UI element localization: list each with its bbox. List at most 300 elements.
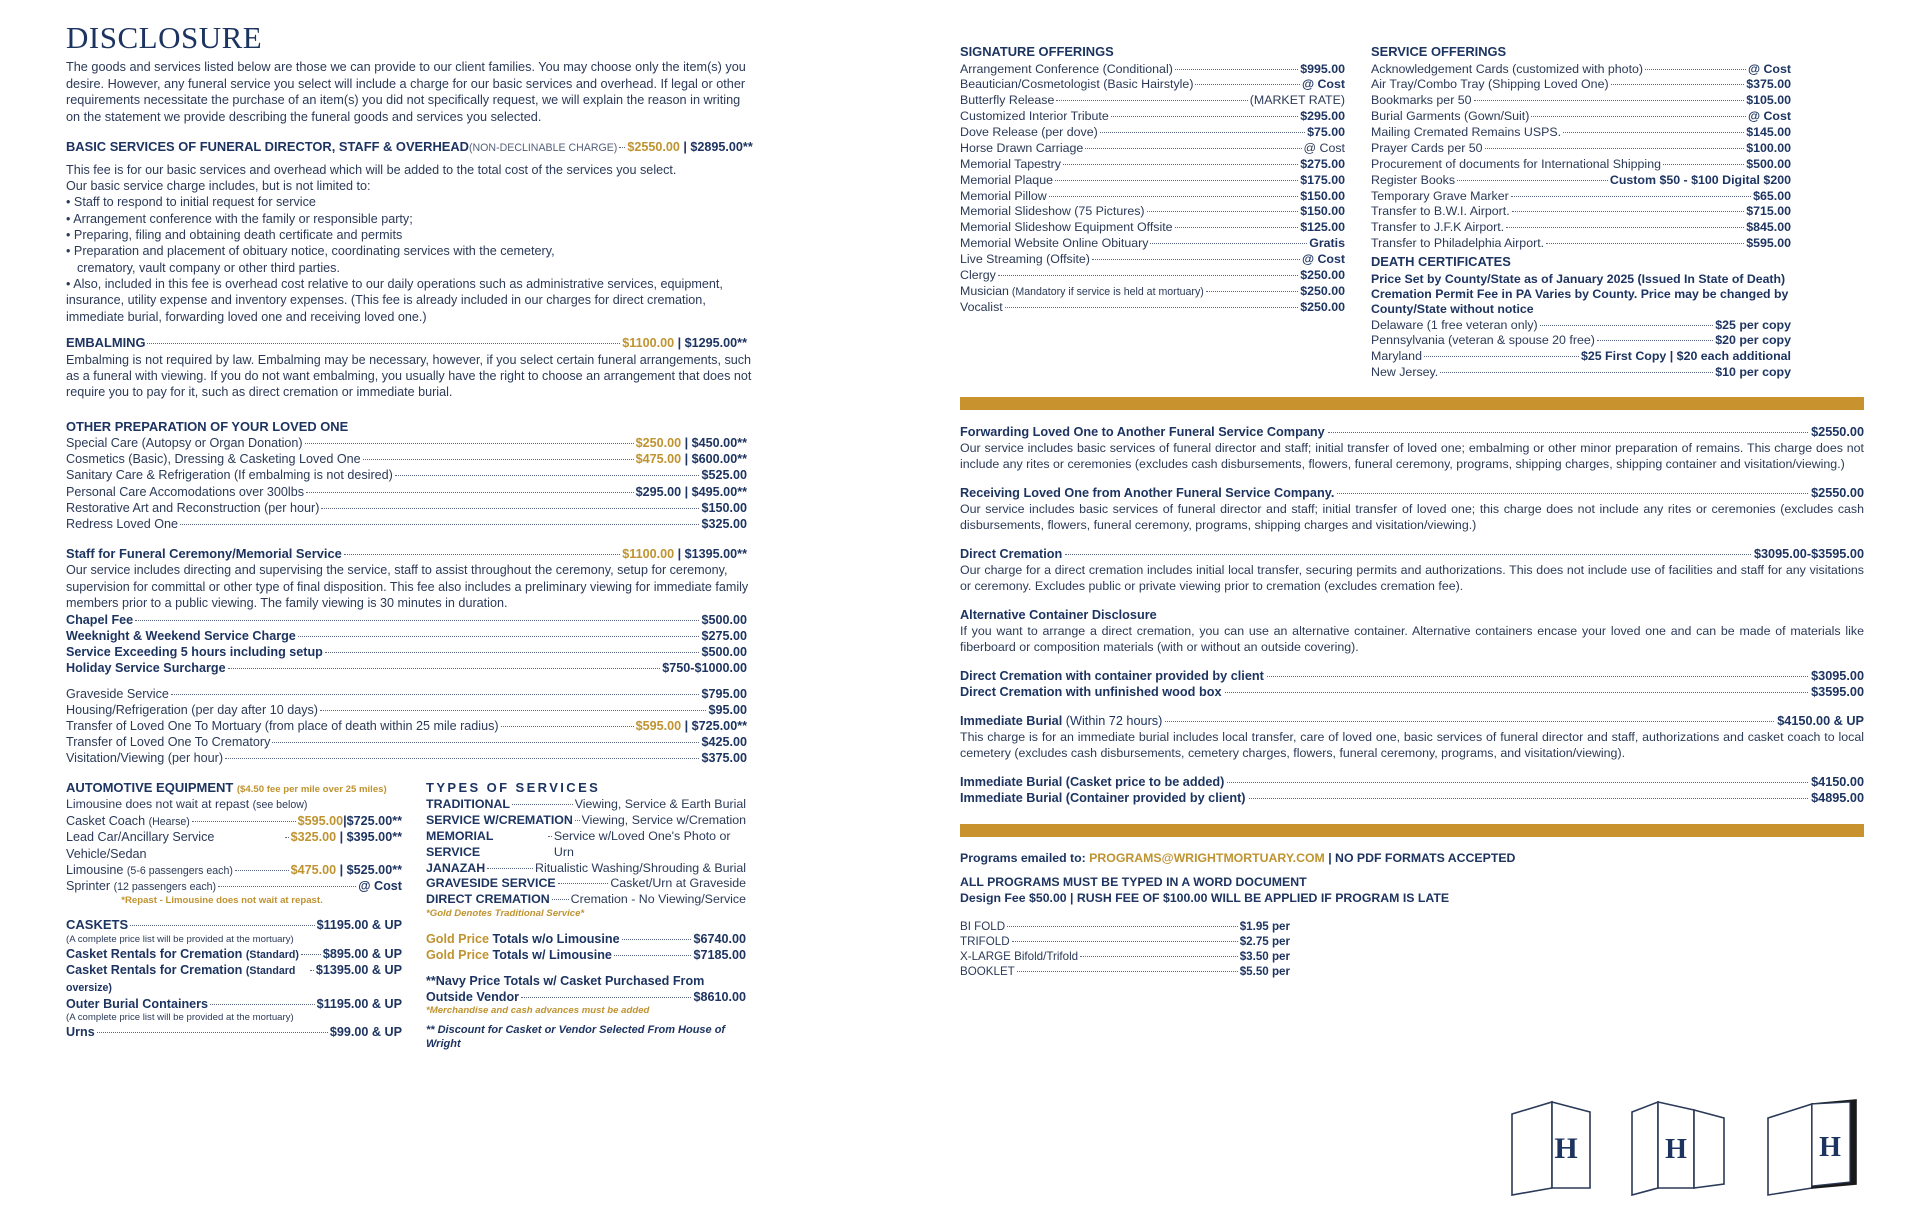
intro-paragraph: The goods and services listed below are those we can provide to our client families. You may choose only the item(s) you desire. However, any funeral service you select will include a charge for our basic services and overhead. If legal or other requirements necessitate the purchase of an item(s) you did not specifically request, we will explain the reason in writing on the statement we provide describing the funeral goods and services you selected. [66, 60, 746, 124]
table-row [66, 750, 747, 766]
item-label: Vocalist [960, 299, 1003, 314]
other-preparation-heading: OTHER PREPARATION OF YOUR LOVED ONE [66, 418, 349, 434]
item-label: Special Care (Autopsy or Organ Donation) [66, 436, 303, 451]
service-offerings-heading: SERVICE OFFERINGS [1371, 44, 1507, 59]
item-label: Casket Coach [66, 813, 146, 828]
item-price: $125.00 [1300, 220, 1345, 235]
item-price-navy: $795.00 [701, 686, 747, 701]
gold-price-label: Gold Price [426, 931, 489, 946]
item-label: Visitation/Viewing (per hour) [66, 751, 224, 766]
table-row [960, 684, 1864, 700]
item-price-gold: $325.00 [290, 830, 337, 845]
death-certificates-heading: DEATH CERTIFICATES [1371, 254, 1511, 270]
item-label: Housing/Refrigeration (per day after 10 days) [66, 703, 319, 718]
table-row [1371, 125, 1791, 141]
gold-divider-bottom [960, 824, 1864, 837]
table-row: Special Care (Autopsy or Organ Donation) $250.00 | $450.00** [66, 436, 747, 451]
programs-email-address[interactable]: PROGRAMS@WRIGHTMORTUARY.COM [1089, 851, 1325, 866]
item-label: X-LARGE Bifold/Trifold [960, 949, 1079, 963]
staff-price-gold: $1100.00 [622, 546, 675, 561]
staff-plain-items [66, 686, 930, 767]
item-price: $715.00 [1746, 204, 1791, 219]
service-name: JANAZAH [426, 860, 486, 875]
service-blocks [960, 424, 1864, 595]
table-row [960, 668, 1864, 684]
block-title-row [960, 485, 1864, 501]
item-label: BI FOLD [960, 920, 1006, 934]
page-title: DISCLOSURE [66, 20, 263, 55]
table-row [66, 734, 747, 750]
item-price: $995.00 [1300, 61, 1345, 76]
item-price-navy: $725.00** [691, 719, 747, 734]
footnote-gold: *Merchandise and cash advances must be added [426, 1004, 650, 1016]
totals-value: $7185.00 [693, 947, 746, 962]
item-label: Memorial Website Online Obituary [960, 236, 1149, 251]
item-label: Delaware (1 free veteran only) [1371, 317, 1538, 332]
signature-offerings-column [960, 44, 1345, 381]
table-row [960, 173, 1345, 189]
item-label: Mailing Cremated Remains USPS. [1371, 125, 1562, 140]
item-label: New Jersey. [1371, 365, 1439, 380]
navy-price-note-row [426, 989, 746, 1005]
item-label: Memorial Slideshow (75 Pictures) [960, 204, 1145, 219]
list-item [426, 813, 746, 829]
item-price: $105.00 [1746, 93, 1791, 108]
basic-services-note: (NON-DECLINABLE CHARGE) [469, 142, 618, 154]
table-row [960, 774, 1864, 790]
basic-services-price-navy: $2895.00** [690, 140, 753, 154]
table-row: Lead Car/Ancillary Service Vehicle/Sedan $325.00 | $395.00** [66, 830, 402, 861]
table-row [1371, 236, 1791, 252]
item-price: @ Cost [1303, 140, 1345, 155]
table-row [960, 125, 1345, 141]
automotive-subnote [66, 797, 402, 813]
item-price: $250.00 [1300, 283, 1345, 298]
table-row [1371, 349, 1791, 365]
list-item [426, 797, 746, 813]
block-title: Receiving Loved One from Another Funeral Service Company. [960, 486, 1335, 501]
table-row [960, 141, 1345, 157]
item-price-navy: $600.00** [691, 452, 747, 467]
service-desc: Casket/Urn at Graveside [610, 876, 746, 891]
item-price: Gratis [1309, 236, 1345, 251]
service-name: TRADITIONAL [426, 797, 510, 812]
item-price: $595.00 [1746, 236, 1791, 251]
staff-body: Our service includes directing and supervising the service, staff to assist throughout the ceremony, setup for ceremony, supervision for committal or other type of final disposition. This fee also includes a preliminary viewing for immediate family members prior to a public viewing. The family viewing is 30 minutes in duration. [66, 563, 749, 611]
item-label: Memorial Slideshow Equipment Offsite [960, 220, 1173, 235]
table-row [1371, 318, 1791, 334]
item-label: Register Books [1371, 172, 1456, 187]
caskets-heading: CASKETS [66, 916, 129, 932]
table-row [960, 284, 1345, 300]
item-label: Restorative Art and Reconstruction (per hour) [66, 500, 320, 515]
item-label: Customized Interior Tribute [960, 109, 1109, 124]
item-label: BOOKLET [960, 964, 1015, 978]
table-row [1371, 62, 1791, 78]
item-label: Live Streaming (Offsite) [960, 252, 1090, 267]
basic-services-body-1: This fee is for our basic services and overhead which will be added to the total cost of the services you select. [66, 162, 677, 177]
alt-container-title [960, 607, 1864, 623]
block-price: $2550.00 [1811, 486, 1864, 501]
urns-price: $99.00 & UP [329, 1024, 402, 1039]
types-of-services-column [426, 780, 746, 1051]
item-price-navy: @ Cost [358, 879, 402, 894]
item-price-navy: $150.00 [701, 500, 747, 515]
item-label: Memorial Tapestry [960, 156, 1061, 171]
alt-container-title-text: Alternative Container Disclosure [960, 608, 1157, 623]
item-price-navy: $375.00 [701, 751, 747, 766]
item-price: $2.75 per [1239, 935, 1290, 949]
table-row [960, 252, 1345, 268]
block-price: $3095.00-$3595.00 [1753, 547, 1864, 562]
item-price-gold: $250.00 [635, 436, 682, 451]
item-price: @ Cost [1301, 77, 1345, 92]
item-price-navy: $395.00** [346, 830, 402, 845]
item-label: Procurement of documents for International Shipping [1371, 156, 1661, 171]
caskets-note-2: (A complete price list will be provided at the mortuary) [66, 1011, 294, 1023]
item-price-navy: $725.00** [346, 813, 402, 828]
table-row [1371, 333, 1791, 349]
item-price: $150.00 [1300, 188, 1345, 203]
item-price: $75.00 [1307, 125, 1345, 140]
basic-services-price-gold: $2550.00 [627, 140, 680, 154]
table-row [1371, 173, 1791, 189]
item-price-navy: $425.00 [701, 735, 747, 750]
embalming-heading: EMBALMING [66, 335, 146, 351]
automotive-heading-note: ($4.50 fee per mile over 25 miles) [236, 784, 387, 796]
table-row [1371, 220, 1791, 236]
item-price: $845.00 [1746, 220, 1791, 235]
table-row [1371, 141, 1791, 157]
trifold-brochure-icon [1628, 1096, 1728, 1196]
block-body: Our charge for a direct cremation includes initial local transfer, securing permits and authorizations. This does not include use of facilities and staff for any visitations or ceremony. Excludes public or private viewing prior to cremation (excludes cremation fee). [960, 563, 1864, 594]
block-body: Our service includes basic services of funeral director and staff; initial transfer of loved one; this charge does not include any rites or ceremonies (excludes cash disbursements, flowers, funeral ceremony, programs, shipping charges and visitation/viewing.) [960, 502, 1864, 533]
item-label: Butterfly Release [960, 93, 1055, 108]
brochure-icons [1508, 1096, 1862, 1196]
programs-email-line [960, 851, 1864, 867]
item-price-navy: $495.00** [691, 484, 747, 499]
table-row [66, 702, 747, 718]
table-row: Transfer of Loved One To Mortuary (from place of death within 25 mile radius) $595.00 | $725.00** [66, 719, 747, 734]
signature-offerings-list [960, 62, 1345, 316]
svg-text:H: H [1554, 1132, 1578, 1165]
table-row [66, 500, 747, 516]
table-row [960, 790, 1864, 806]
item-price-navy: $750-$1000.00 [662, 660, 747, 675]
list-item [426, 861, 746, 877]
table-row [426, 931, 746, 947]
item-label: Sanitary Care & Refrigeration (If embalming is not desired) [66, 468, 393, 483]
table-row [960, 77, 1345, 93]
item-price-gold: $475.00 [290, 862, 337, 877]
table-row [1371, 365, 1791, 381]
item-price: @ Cost [1747, 109, 1791, 124]
service-desc: Cremation - No Viewing/Service [570, 892, 746, 907]
table-row [1371, 109, 1791, 125]
programs-footer [960, 851, 1864, 980]
table-row [960, 236, 1345, 252]
table-row [66, 1024, 402, 1040]
automotive-heading-row [66, 780, 402, 797]
table-row: Casket Coach (Hearse) $595.00 | $725.00** [66, 813, 402, 828]
service-name: GRAVESIDE SERVICE [426, 876, 556, 891]
list-item [426, 876, 746, 892]
item-label: Direct Cremation with unfinished wood box [960, 685, 1222, 700]
table-row [426, 947, 746, 963]
table-row [66, 686, 747, 702]
item-label: Transfer of Loved One To Crematory [66, 735, 271, 750]
basic-services-bullet-5: • Also, included in this fee is overhead cost relative to our daily operations such as administrative services, equipment, insurance, utility expense and inventory expenses. (This fee is already included in our charges for direct cremation, immediate burial, forwarding loved one and receiving loved one.) [66, 277, 723, 324]
immediate-burial-title: Immediate Burial [960, 713, 1063, 728]
list-item [426, 829, 746, 861]
automotive-subnote-text: Limousine does not wait at repast [66, 797, 250, 812]
block-body: Our service includes basic services of funeral director and staff; initial transfer of loved one; embalming or other minor preparation of remains. This charge does not include any rites or ceremonies (excludes cash disbursements, flowers, funeral ceremony, programs, shipping charges, shipping container and visitation/viewing.) [960, 441, 1864, 472]
list-item: • Arrangement conference with the family or responsible party; [66, 211, 930, 227]
table-row [960, 157, 1345, 173]
block-title: Forwarding Loved One to Another Funeral Service Company [960, 425, 1325, 440]
service-name: DIRECT CREMATION [426, 892, 550, 907]
item-price-gold: $295.00 [635, 484, 682, 499]
table-row [960, 189, 1345, 205]
service-desc: Service w/Loved One's Photo or Urn [553, 828, 731, 859]
gold-divider-top [960, 397, 1864, 410]
embalming-price-gold: $1100.00 [622, 336, 675, 351]
death-certificates-list [1371, 318, 1791, 382]
item-price: $1.95 per [1239, 920, 1290, 934]
list-item: • Staff to respond to initial request for service [66, 194, 930, 210]
table-row [1371, 204, 1791, 220]
item-price: $1195.00 & UP [316, 996, 402, 1011]
item-price: @ Cost [1747, 61, 1791, 76]
item-label: Arrangement Conference (Conditional) [960, 61, 1173, 76]
service-offerings-column [1371, 44, 1791, 381]
basic-services-heading-row: BASIC SERVICES OF FUNERAL DIRECTOR, STAFF & OVERHEAD(NON-DECLINABLE CHARGE) $2550.00 | $2895.00** [66, 139, 753, 154]
item-price-navy: $500.00 [701, 612, 747, 627]
bifold-brochure-icon [1508, 1096, 1594, 1196]
item-label: Bookmarks per 50 [1371, 93, 1472, 108]
item-price: $25 First Copy | $20 each additional [1580, 349, 1791, 364]
item-price-navy: $325.00 [701, 516, 747, 531]
item-price: $895.00 & UP [322, 946, 402, 961]
item-price: Custom $50 - $100 Digital $200 [1609, 172, 1791, 187]
signature-offerings-heading: SIGNATURE OFFERINGS [960, 44, 1114, 59]
item-price: (MARKET RATE) [1249, 93, 1345, 108]
embalming-heading-row: EMBALMING $1100.00 | $1295.00** [66, 335, 747, 351]
item-label: Air Tray/Combo Tray (Shipping Loved One) [1371, 77, 1609, 92]
table-row [66, 612, 747, 628]
item-label: Transfer to B.W.I. Airport. [1371, 204, 1510, 219]
basic-services-body-2: Our basic service charge includes, but is not limited to: [66, 178, 371, 193]
booklet-icon [1762, 1096, 1862, 1196]
totals-label: Totals w/o Limousine [492, 931, 620, 946]
table-row [66, 516, 747, 532]
item-sublabel: (Standard) [245, 948, 299, 961]
totals-label: Totals w/ Limousine [492, 947, 612, 962]
item-price: $3.50 per [1239, 949, 1290, 963]
table-row [960, 300, 1345, 316]
table-row [960, 109, 1345, 125]
item-label: Burial Garments (Gown/Suit) [1371, 109, 1530, 124]
item-price-gold: $475.00 [635, 452, 682, 467]
programs-rule-2: Design Fee $50.00 | RUSH FEE OF $100.00 WILL BE APPLIED IF PROGRAM IS LATE [960, 890, 1450, 905]
embalming-body: Embalming is not required by law. Embalming may be necessary, however, if you select certain funeral arrangements, such as a funeral with viewing. If you do not want embalming, you usually have the right to choose an arrangement that does not require you to pay for it, such as direct cremation or immediate burial. [66, 352, 752, 400]
basic-services-bullets [66, 194, 930, 259]
item-label: Temporary Grave Marker [1371, 188, 1509, 203]
item-label: Casket Rentals for Cremation [66, 963, 243, 978]
item-price: $1395.00 & UP [315, 963, 402, 978]
item-label: Beautician/Cosmetologist (Basic Hairstyle) [960, 77, 1194, 92]
item-price: $250.00 [1300, 267, 1345, 282]
item-label: Transfer of Loved One To Mortuary (from place of death within 25 mile radius) [66, 719, 499, 734]
item-price-navy: $525.00 [701, 468, 747, 483]
staff-heading: Staff for Funeral Ceremony/Memorial Service [66, 545, 342, 561]
item-price-navy: $450.00** [691, 436, 747, 451]
item-price: @ Cost [1301, 252, 1345, 267]
item-label: Direct Cremation with container provided by client [960, 669, 1264, 684]
totals-value: $6740.00 [693, 931, 746, 946]
table-row: Limousine (5-6 passengers each) $475.00 | $525.00** [66, 862, 402, 877]
block-title-row [960, 424, 1864, 440]
item-price: $65.00 [1753, 188, 1791, 203]
death-certificates-note: Price Set by County/State as of January 2025 (Issued In State of Death) Cremation Permit Fee in PA Varies by County. Price may be changed by County/State without notice [1371, 271, 1789, 317]
table-row [66, 946, 402, 963]
block-title-row [960, 546, 1864, 562]
item-price: $500.00 [1746, 156, 1791, 171]
table-row [960, 935, 1290, 950]
item-label: Casket Rentals for Cremation [66, 946, 243, 961]
item-price: $4150.00 [1811, 774, 1864, 789]
table-row [960, 965, 1290, 980]
table-row: Personal Care Accomodations over 300lbs $295.00 | $495.00** [66, 484, 747, 499]
item-label: Memorial Plaque [960, 172, 1053, 187]
types-of-services-heading: TYPES OF SERVICES [426, 780, 601, 796]
caskets-note-1: (A complete price list will be provided at the mortuary) [66, 933, 294, 945]
item-price-gold: $595.00 [635, 719, 682, 734]
table-row [66, 996, 402, 1012]
table-row [960, 220, 1345, 236]
item-price-navy: $500.00 [701, 644, 747, 659]
item-label: Acknowledgement Cards (customized with photo) [1371, 61, 1644, 76]
urns-label: Urns [66, 1024, 95, 1039]
item-price: $4895.00 [1811, 790, 1864, 805]
item-sublabel: (5-6 passengers each) [126, 864, 233, 877]
item-price: $3095.00 [1811, 669, 1864, 684]
item-label: Sprinter [66, 879, 111, 894]
item-label: Maryland [1371, 349, 1422, 364]
item-label: Prayer Cards per 50 [1371, 140, 1483, 155]
right-page [960, 0, 1920, 1212]
table-row: Cosmetics (Basic), Dressing & Casketing Loved One $475.00 | $600.00** [66, 452, 747, 467]
table-row [66, 878, 402, 895]
item-price: $250.00 [1300, 299, 1345, 314]
navy-price-note-line2: Outside Vendor [426, 989, 520, 1004]
service-offerings-list [1371, 62, 1791, 253]
item-label: Immediate Burial (Casket price to be added) [960, 774, 1225, 789]
item-label: Holiday Service Surcharge [66, 660, 226, 675]
service-desc: Ritualistic Washing/Shrouding & Burial [535, 860, 746, 875]
automotive-subnote-paren: (see below) [252, 799, 308, 812]
offerings-columns [960, 44, 1864, 381]
immediate-burial-title-row [960, 713, 1864, 729]
table-row [1371, 189, 1791, 205]
item-label: Chapel Fee [66, 612, 134, 627]
staff-price-navy: $1395.00** [684, 546, 747, 561]
item-label: Memorial Pillow [960, 188, 1047, 203]
immediate-burial-price: $4150.00 & UP [1777, 713, 1864, 728]
item-sublabel: (Mandatory if service is held at mortuary) [1008, 285, 1204, 298]
left-bottom-columns [66, 780, 930, 1051]
gold-denotes-note: *Gold Denotes Traditional Service* [426, 908, 585, 920]
item-label: Clergy [960, 267, 996, 282]
table-row [1371, 93, 1791, 109]
item-sublabel: (Standard oversize) [66, 965, 296, 994]
automotive-and-caskets-column [66, 780, 402, 1051]
table-row [960, 62, 1345, 78]
item-label: TRIFOLD [960, 935, 1010, 949]
item-price: $10 per copy [1715, 365, 1791, 380]
item-label: Cosmetics (Basic), Dressing & Casketing Loved One [66, 452, 361, 467]
immediate-burial-title-note: (Within 72 hours) [1065, 713, 1163, 728]
service-name: MEMORIAL SERVICE [426, 828, 494, 859]
navy-price-note-line1: **Navy Price Totals w/ Casket Purchased From [426, 973, 705, 988]
immediate-burial-body: This charge is for an immediate burial includes local transfer, care of loved one, basic services of funeral director and staff, authorizations and casket coach to local cemetery (excludes cash disbursements, cemetery charges, flowers, funeral ceremony, programs, and visitation/viewing). [960, 729, 1864, 760]
staff-heading-row: Staff for Funeral Ceremony/Memorial Service $1100.00 | $1395.00** [66, 545, 747, 561]
table-row [66, 644, 747, 660]
service-desc: Viewing, Service & Earth Burial [574, 797, 746, 812]
item-price: $20 per copy [1715, 333, 1791, 348]
item-price: $25 per copy [1715, 317, 1791, 332]
block-price: $2550.00 [1811, 425, 1864, 440]
item-label: Redress Loved One [66, 516, 179, 531]
staff-bold-items [66, 612, 930, 676]
programs-email-note: | NO PDF FORMATS ACCEPTED [1328, 851, 1516, 866]
gold-price-label: Gold Price [426, 947, 489, 962]
item-label: Immediate Burial (Container provided by client) [960, 790, 1246, 805]
item-label: Lead Car/Ancillary Service Vehicle/Sedan [66, 830, 215, 861]
list-item: • Preparation and placement of obituary notice, coordinating services with the cemetery, [66, 243, 930, 259]
item-label: Graveside Service [66, 686, 169, 701]
item-price: $295.00 [1300, 109, 1345, 124]
table-row [66, 628, 747, 644]
item-label: Dove Release (per dove) [960, 125, 1098, 140]
item-sublabel: (12 passengers each) [113, 881, 217, 894]
other-preparation-list [66, 435, 930, 532]
item-label: Pennsylvania (veteran & spouse 20 free) [1371, 333, 1595, 348]
service-name: SERVICE W/CREMATION [426, 812, 573, 827]
item-label: Transfer to Philadelphia Airport. [1371, 236, 1545, 251]
item-label: Service Exceeding 5 hours including setup [66, 644, 323, 659]
automotive-footnote: *Repast - Limousine does not wait at repast. [121, 894, 323, 906]
item-price-navy: $275.00 [701, 628, 747, 643]
item-price-gold: $595.00 [297, 813, 344, 828]
item-price: $145.00 [1746, 125, 1791, 140]
table-row [960, 268, 1345, 284]
item-label: Weeknight & Weekend Service Charge [66, 628, 296, 643]
item-price-navy: $525.00** [346, 862, 402, 877]
programs-rule-1: ALL PROGRAMS MUST BE TYPED IN A WORD DOCUMENT [960, 874, 1307, 889]
svg-text:H: H [1819, 1132, 1841, 1163]
item-label: Horse Drawn Carriage [960, 140, 1084, 155]
footnote-navy: ** Discount for Casket or Vendor Selected From House of Wright [426, 1024, 726, 1051]
list-item [426, 892, 746, 908]
item-label: Transfer to J.F.K Airport. [1371, 220, 1505, 235]
item-price: $375.00 [1746, 77, 1791, 92]
programs-price-rows [960, 920, 1864, 979]
embalming-price-navy: $1295.00** [684, 336, 747, 351]
item-label: Limousine [66, 862, 124, 877]
item-price: $275.00 [1300, 156, 1345, 171]
table-row [960, 93, 1345, 109]
